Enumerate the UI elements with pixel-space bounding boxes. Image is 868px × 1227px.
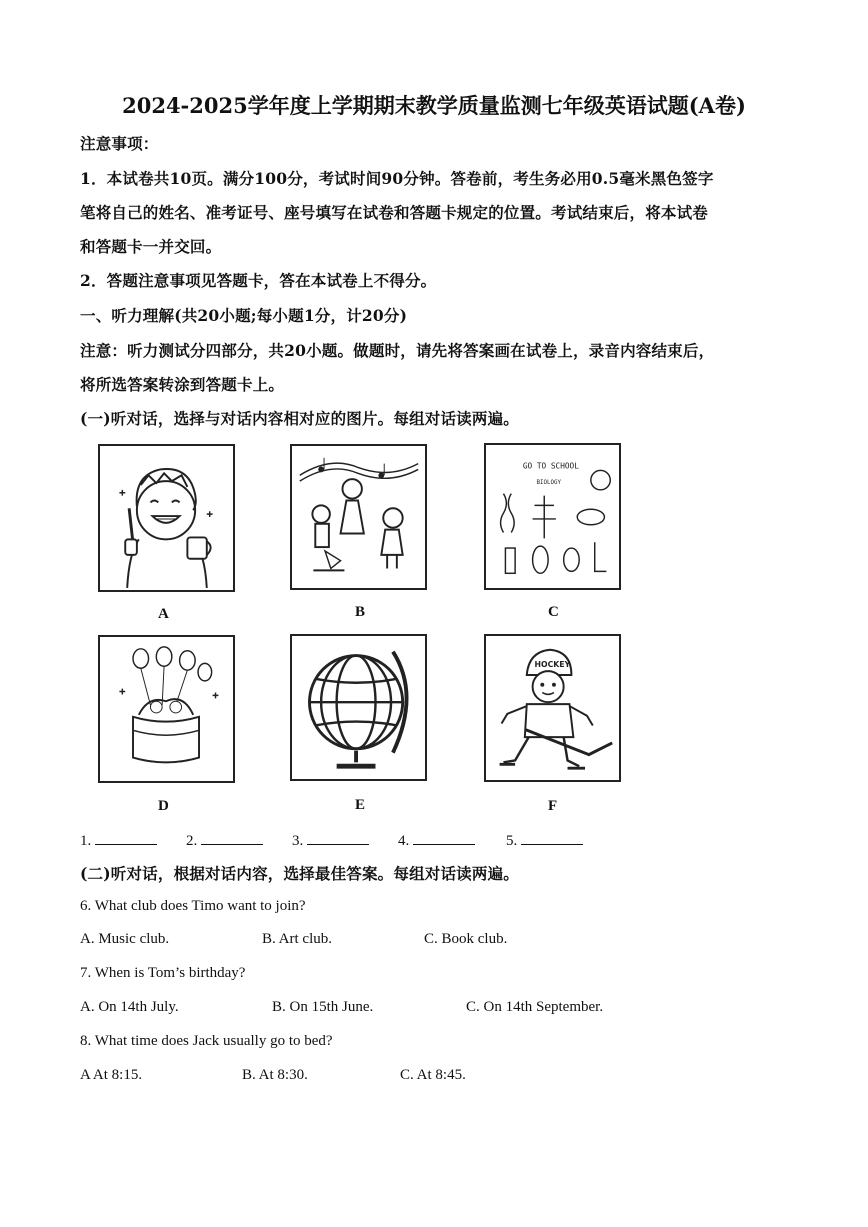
notice-line: 2．答题注意事项见答题卡，答在本试卷上不得分。 (80, 271, 437, 290)
answer-blank-2[interactable]: 2. (186, 830, 263, 850)
option-6c[interactable]: C. Book club. (424, 931, 508, 947)
notice-line: 笔将自己的姓名、准考证号、座号填写在试卷和答题卡规定的位置。考试结束后，将本试卷 (80, 203, 709, 222)
biology-school-icon (486, 445, 619, 588)
question-6: 6. What club does Timo want to join? (80, 898, 306, 914)
picture-label: C (548, 604, 559, 620)
picture-c (484, 443, 621, 590)
kids-music-icon (292, 446, 425, 588)
option-7c[interactable]: C. On 14th September. (466, 999, 604, 1015)
birthday-cake-icon (100, 637, 233, 781)
section1-note: 注意：听力测试分四部分，共20小题。做题时，请先将答案画在试卷上，录音内容结束后， (80, 341, 715, 360)
notice-heading: 注意事项： (80, 134, 159, 153)
page-title: 2024-2025学年度上学期期末教学质量监测七年级英语试题(A卷) (122, 93, 746, 118)
hockey-player-icon (486, 636, 619, 780)
picture-b (290, 444, 427, 590)
notice-line: 1．本试卷共10页。满分100分，考试时间90分钟。答卷前，考生务必用0.5毫米黑色签字 (80, 169, 714, 188)
section1-note: 将所选答案转涂到答题卡上。 (80, 375, 285, 394)
picture-d (98, 635, 235, 783)
answer-blank-1[interactable]: 1. (80, 830, 157, 850)
globe-icon (292, 636, 425, 779)
svg-text:BIOLOGY: BIOLOGY (536, 479, 561, 486)
option-7b[interactable]: B. On 15th June. (272, 999, 374, 1015)
question-7: 7. When is Tom’s birthday? (80, 965, 246, 981)
picture-f (484, 634, 621, 782)
picture-label: D (158, 798, 169, 814)
option-6b[interactable]: B. Art club. (262, 931, 332, 947)
picture-a (98, 444, 235, 592)
svg-text:GO TO SCHOOL: GO TO SCHOOL (522, 461, 579, 471)
answer-blank-3[interactable]: 3. (292, 830, 369, 850)
answer-blank-4[interactable]: 4. (398, 830, 475, 850)
part2-heading: (二)听对话，根据对话内容，选择最佳答案。每组对话读两遍。 (80, 864, 519, 883)
picture-label: F (548, 798, 558, 814)
part1-heading: (一)听对话，选择与对话内容相对应的图片。每组对话读两遍。 (80, 409, 519, 428)
question-8: 8. What time does Jack usually go to bed? (80, 1033, 333, 1049)
notice-line: 和答题卡一并交回。 (80, 237, 222, 256)
option-6a[interactable]: A. Music club. (80, 931, 170, 947)
option-8c[interactable]: C. At 8:45. (400, 1067, 466, 1083)
svg-text:HOCKEY: HOCKEY (534, 660, 571, 670)
picture-label: B (355, 604, 366, 620)
option-7a[interactable]: A. On 14th July. (80, 999, 179, 1015)
answer-blank-5[interactable]: 5. (506, 830, 583, 850)
option-8a[interactable]: A At 8:15. (80, 1067, 143, 1083)
picture-label: E (355, 797, 366, 813)
boy-brushing-teeth-icon (100, 446, 233, 590)
option-8b[interactable]: B. At 8:30. (242, 1067, 308, 1083)
picture-label: A (158, 606, 169, 622)
picture-e (290, 634, 427, 781)
section1-heading: 一、听力理解(共20小题;每小题1分，计20分) (80, 306, 408, 325)
